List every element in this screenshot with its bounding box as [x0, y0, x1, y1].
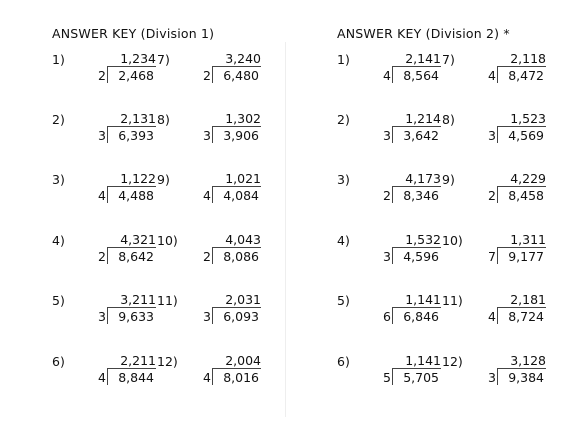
dividend: 4,488 [118, 188, 154, 203]
vinculum-line [393, 368, 441, 369]
quotient: 3,128 [510, 353, 546, 368]
long-division [169, 110, 261, 150]
vinculum-line [213, 307, 261, 308]
long-division [64, 110, 156, 150]
vinculum-line [108, 66, 156, 67]
problem-number: 9) [157, 172, 170, 187]
division-problem [442, 231, 552, 271]
long-division [349, 170, 441, 210]
division-problem [337, 352, 447, 392]
divisor: 3 [203, 309, 211, 324]
long-division [349, 50, 441, 90]
vinculum-line [213, 66, 261, 67]
vinculum-line [108, 368, 156, 369]
vinculum-line [393, 66, 441, 67]
divisor: 4 [98, 188, 106, 203]
quotient: 2,181 [510, 292, 546, 307]
vinculum-line [108, 307, 156, 308]
long-division [454, 291, 546, 331]
quotient: 3,211 [120, 292, 156, 307]
division-problem [157, 110, 267, 150]
dividend: 5,705 [403, 370, 439, 385]
divisor: 4 [383, 68, 391, 83]
long-division [454, 352, 546, 392]
vinculum-line [393, 247, 441, 248]
long-division [349, 110, 441, 150]
division-problem [442, 352, 552, 392]
quotient: 2,211 [120, 353, 156, 368]
quotient: 1,122 [120, 171, 156, 186]
division-problem [442, 291, 552, 331]
long-division [64, 170, 156, 210]
dividend: 3,906 [223, 128, 259, 143]
problem-number: 3) [52, 172, 65, 187]
long-division [454, 170, 546, 210]
problem-number: 3) [337, 172, 350, 187]
quotient: 1,234 [120, 51, 156, 66]
long-division [64, 231, 156, 271]
division-problem [52, 352, 162, 392]
divisor: 4 [203, 188, 211, 203]
dividend: 8,564 [403, 68, 439, 83]
divisor: 4 [488, 309, 496, 324]
division-problem [337, 170, 447, 210]
divisor: 3 [383, 128, 391, 143]
vinculum-line [108, 186, 156, 187]
divisor: 7 [488, 249, 496, 264]
problem-number: 4) [52, 233, 65, 248]
vinculum-line [498, 307, 546, 308]
quotient: 4,321 [120, 232, 156, 247]
division-problem [157, 50, 267, 90]
vinculum-line [498, 186, 546, 187]
quotient: 2,031 [225, 292, 261, 307]
divisor: 2 [488, 188, 496, 203]
division-problem [157, 231, 267, 271]
vinculum-line [393, 186, 441, 187]
divisor: 3 [203, 128, 211, 143]
division-problem [157, 170, 267, 210]
vinculum-line [108, 247, 156, 248]
division-problem [337, 231, 447, 271]
problem-number: 4) [337, 233, 350, 248]
vinculum-line [498, 66, 546, 67]
problem-number: 9) [442, 172, 455, 187]
divisor: 3 [98, 128, 106, 143]
divisor: 2 [98, 249, 106, 264]
long-division [64, 291, 156, 331]
long-division [349, 352, 441, 392]
long-division [169, 50, 261, 90]
long-division [349, 231, 441, 271]
problem-number: 2) [337, 112, 350, 127]
problem-number: 6) [52, 354, 65, 369]
vinculum-line [213, 186, 261, 187]
vinculum-line [213, 126, 261, 127]
dividend: 8,642 [118, 249, 154, 264]
divisor: 3 [383, 249, 391, 264]
dividend: 8,346 [403, 188, 439, 203]
division-problem [52, 50, 162, 90]
sheet-title: ANSWER KEY (Division 1) [52, 26, 215, 41]
vinculum-line [498, 126, 546, 127]
problem-number: 10) [442, 233, 463, 248]
quotient: 2,004 [225, 353, 261, 368]
problem-number: 8) [157, 112, 170, 127]
vinculum-line [393, 307, 441, 308]
problem-number: 11) [442, 293, 463, 308]
long-division [454, 231, 546, 271]
divisor: 2 [383, 188, 391, 203]
long-division [169, 352, 261, 392]
vinculum-line [498, 368, 546, 369]
dividend: 4,596 [403, 249, 439, 264]
division-problem [52, 291, 162, 331]
dividend: 8,844 [118, 370, 154, 385]
problem-number: 11) [157, 293, 178, 308]
dividend: 2,468 [118, 68, 154, 83]
vinculum-line [108, 126, 156, 127]
vinculum-line [498, 247, 546, 248]
divisor: 3 [98, 309, 106, 324]
vinculum-line [213, 247, 261, 248]
answer-key-sheet-division-2 [285, 0, 570, 440]
problem-number: 7) [157, 52, 170, 67]
division-problem [337, 291, 447, 331]
problem-number: 2) [52, 112, 65, 127]
quotient: 1,302 [225, 111, 261, 126]
dividend: 4,569 [508, 128, 544, 143]
quotient: 2,131 [120, 111, 156, 126]
quotient: 1,021 [225, 171, 261, 186]
dividend: 6,846 [403, 309, 439, 324]
divisor: 2 [98, 68, 106, 83]
problem-number: 1) [52, 52, 65, 67]
quotient: 2,118 [510, 51, 546, 66]
division-problem [442, 110, 552, 150]
dividend: 8,016 [223, 370, 259, 385]
dividend: 6,393 [118, 128, 154, 143]
divisor: 3 [488, 128, 496, 143]
division-problem [157, 352, 267, 392]
quotient: 4,229 [510, 171, 546, 186]
long-division [169, 231, 261, 271]
problem-number: 12) [442, 354, 463, 369]
vinculum-line [213, 368, 261, 369]
long-division [349, 291, 441, 331]
problem-number: 7) [442, 52, 455, 67]
division-problem [52, 110, 162, 150]
division-problem [52, 231, 162, 271]
divisor: 5 [383, 370, 391, 385]
division-problem [157, 291, 267, 331]
quotient: 4,173 [405, 171, 441, 186]
vinculum-line [393, 126, 441, 127]
problem-number: 12) [157, 354, 178, 369]
quotient: 1,214 [405, 111, 441, 126]
divisor: 3 [488, 370, 496, 385]
divisor: 2 [203, 68, 211, 83]
sheet-title: ANSWER KEY (Division 2) * [337, 26, 510, 41]
divisor: 4 [98, 370, 106, 385]
dividend: 8,458 [508, 188, 544, 203]
division-problem [337, 110, 447, 150]
dividend: 8,472 [508, 68, 544, 83]
dividend: 8,724 [508, 309, 544, 324]
quotient: 3,240 [225, 51, 261, 66]
quotient: 2,141 [405, 51, 441, 66]
divisor: 6 [383, 309, 391, 324]
problem-number: 8) [442, 112, 455, 127]
long-division [64, 50, 156, 90]
problem-number: 6) [337, 354, 350, 369]
long-division [454, 50, 546, 90]
quotient: 1,523 [510, 111, 546, 126]
division-problem [442, 170, 552, 210]
divisor: 4 [203, 370, 211, 385]
dividend: 4,084 [223, 188, 259, 203]
divisor: 4 [488, 68, 496, 83]
dividend: 9,177 [508, 249, 544, 264]
problem-number: 5) [337, 293, 350, 308]
long-division [169, 170, 261, 210]
quotient: 1,141 [405, 292, 441, 307]
dividend: 3,642 [403, 128, 439, 143]
long-division [454, 110, 546, 150]
quotient: 1,141 [405, 353, 441, 368]
dividend: 6,480 [223, 68, 259, 83]
quotient: 4,043 [225, 232, 261, 247]
dividend: 8,086 [223, 249, 259, 264]
problem-number: 1) [337, 52, 350, 67]
long-division [64, 352, 156, 392]
long-division [169, 291, 261, 331]
divisor: 2 [203, 249, 211, 264]
problem-number: 5) [52, 293, 65, 308]
dividend: 9,384 [508, 370, 544, 385]
dividend: 6,093 [223, 309, 259, 324]
quotient: 1,311 [510, 232, 546, 247]
division-problem [337, 50, 447, 90]
quotient: 1,532 [405, 232, 441, 247]
division-problem [52, 170, 162, 210]
division-problem [442, 50, 552, 90]
dividend: 9,633 [118, 309, 154, 324]
problem-number: 10) [157, 233, 178, 248]
